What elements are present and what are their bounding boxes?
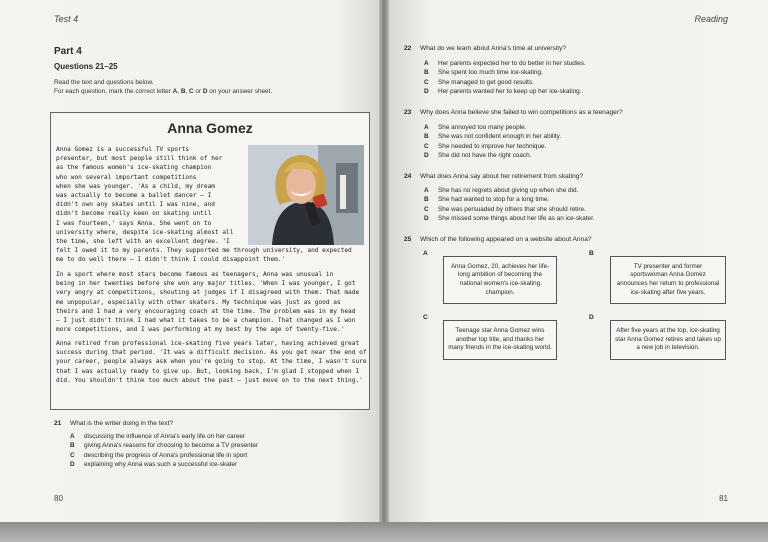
option-letter: D [424,87,429,95]
question-number: 21 [54,420,62,427]
scan-edge-shadow [0,522,768,542]
website-box-b[interactable]: TV presenter and former sportswoman Anna Gomez announces her return to professional ice-skating after five years. [610,256,726,304]
option-text: explaining why Anna was such a successful ice-skater [84,460,238,468]
box-a-letter: A [423,250,428,257]
option-text: She was not confident enough in her ability. [438,133,562,141]
option-b[interactable] [424,195,595,204]
page-number: 81 [719,494,728,503]
question-number: 23 [404,109,412,116]
option-a[interactable] [70,432,258,441]
article-box [50,112,370,410]
page-number: 80 [54,494,63,503]
option-text: She did not have the right coach. [438,151,532,159]
question-24 [404,172,583,182]
option-text: She was persuaded by others that she should retire. [438,205,586,213]
instruction-letter-d: D [202,88,208,95]
book-gutter [379,0,389,526]
option-text: She managed to get good results. [438,78,534,86]
article-paragraph-2: In a sport where most stars become famous as teenagers, Anna was unusual in being in her twenties before she won any major titles. 'When I was younger, I got very angry at competitions, shouting at judges if I disagreed with them. That made me unpopular, especially with other skaters. My technique was just as good as theirs and I had a very encouraging coach at the time. The problem was in my head – I just didn't think I had what it takes to be a champion. That changed as I won more competitions, and I was performing at my best by the age of twenty-five.' [56,271,360,334]
box-c-letter: C [423,314,428,321]
option-text: She has no regrets about giving up when she did. [438,187,579,194]
question-24-options [424,186,595,223]
instruction-sep: or [193,88,203,95]
option-letter: B [424,69,429,77]
question-text: What does Anna say about her retirement from skating? [420,173,584,180]
option-text: giving Anna's reasons for choosing to become a TV presenter [84,442,259,450]
presenter-photo-image [248,145,364,245]
option-text: discussing the influence of Anna's early life on her career [84,433,246,440]
option-text: She spent too much time ice-skating. [438,69,543,77]
option-letter: A [424,187,429,194]
question-number: 24 [404,173,412,180]
question-23 [404,108,623,118]
box-d-letter: D [589,314,594,321]
website-box-a[interactable]: Anna Gomez, 20, achieves her life-long ambition of becoming the national women's ice-skating champion. [443,256,557,304]
website-box-d[interactable]: After five years at the top, ice-skating star Anna Gomez retires and takes up a new job in television. [610,320,726,360]
option-a[interactable] [424,186,595,195]
questions-range: Questions 21–25 [54,62,118,71]
option-c[interactable] [424,142,561,151]
question-21 [54,419,173,429]
instruction-sep: , [177,88,181,95]
option-letter: A [424,60,429,67]
left-page [0,0,382,526]
option-b[interactable] [70,441,258,450]
question-text: What do we learn about Anna's time at university? [420,45,567,52]
instructions [54,78,272,96]
option-text: She had wanted to stop for a long time. [438,196,550,204]
option-letter: A [70,433,75,440]
option-text: She needed to improve her technique. [438,142,547,150]
right-page [386,0,768,526]
part-title: Part 4 [54,46,82,57]
page-header-section-label: Reading [694,14,728,24]
option-d[interactable] [424,214,595,223]
option-d[interactable] [70,460,258,469]
question-number: 22 [404,45,412,52]
instruction-letter-c: C [189,88,194,95]
option-b[interactable] [424,132,561,141]
option-c[interactable] [424,205,595,214]
box-b-letter: B [589,250,594,257]
article-paragraph-1-wrapped: Anna Gomez is a successful TV sports presenter, but most people still think of her as the famous women's ice-skating champion who won several important competitions when she was younger. 'As a child, my dream was actually to become a ballet dancer – I didn't own any skates until I was nine, and didn't become really keen on skating until I was fourteen,' says Anna. She went on to university where, despite ice-skating almost all the time, she left with an excellent degree. 'I [56,146,234,246]
option-b[interactable] [424,68,586,77]
option-letter: C [70,451,75,459]
question-22 [404,44,566,54]
instruction-line-1: Read the text and questions below. [54,79,154,86]
option-d[interactable] [424,87,586,96]
option-a[interactable] [424,123,561,132]
option-c[interactable] [70,451,258,460]
option-letter: D [424,151,429,159]
instruction-letter-a: A [172,88,178,95]
instruction-text: on your answer sheet. [207,88,273,95]
anna-gomez-photo [248,145,364,245]
option-text: Her parents wanted her to keep up her ice-skating. [438,87,582,95]
article-paragraph-3: Anna retired from professional ice-skating five years later, having achieved great success during that period. 'It was a difficult decision. As you get near the end of your career, people always ask when you're going to stop. At the time, I wasn't sure that I was actually ready to give up. But, looking back, I'm glad I stopped when I did. You shouldn't think too much about the past – just move on to the next thing.' [56,340,367,384]
option-text: She annoyed too many people. [438,124,527,131]
question-23-options [424,123,561,160]
option-letter: C [424,78,429,86]
option-letter: D [424,214,429,222]
question-text: What is the writer doing in the text? [70,420,173,427]
website-box-c[interactable]: Teenage star Anna Gomez wins another top title, and thanks her many friends in the ice-skating world. [443,320,557,360]
instruction-text: For each question, mark the correct letter [54,88,173,95]
instruction-sep: , [185,88,190,95]
instruction-line-2 [54,87,272,96]
page-header-test-label: Test 4 [54,14,79,24]
option-text: Her parents expected her to do better in her studies. [438,60,586,67]
question-text: Why does Anna believe she failed to win competitions as a teenager? [420,109,623,116]
question-22-options [424,59,586,96]
option-letter: C [424,142,429,150]
article-title: Anna Gomez [167,120,253,136]
option-letter: B [424,133,429,141]
option-letter: B [424,196,429,204]
question-25 [404,235,592,245]
option-letter: D [70,460,75,468]
question-text: Which of the following appeared on a website about Anna? [420,236,592,243]
question-number: 25 [404,236,412,243]
option-text: She missed some things about her life as an ice-skater. [438,214,595,222]
article-paragraph-1-full: felt I owed it to my parents. They supported me through university, and expected me to do well there – I didn't think I could disappoint them.' [56,247,352,264]
option-c[interactable] [424,78,586,87]
option-letter: C [424,205,429,213]
instruction-letter-b: B [180,88,186,95]
option-letter: A [424,124,429,131]
option-letter: B [70,442,75,450]
question-21-options [70,432,258,469]
option-text: describing the progress of Anna's professional life in sport [84,451,248,459]
option-d[interactable] [424,151,561,160]
option-a[interactable] [424,59,586,68]
